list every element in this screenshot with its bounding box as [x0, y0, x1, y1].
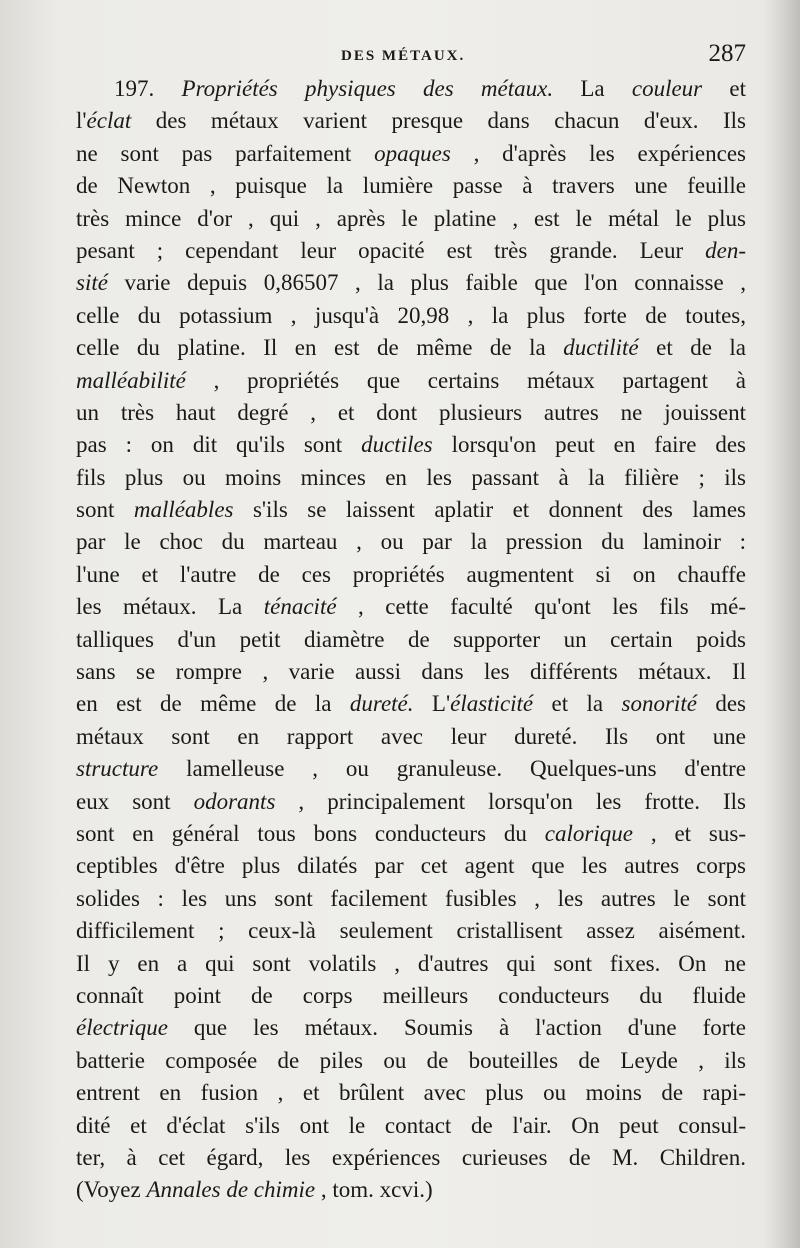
italic-term: malléabilité	[76, 367, 186, 393]
paragraph-197	[76, 73, 746, 1207]
text-run: un très haut degré , et dont plusieurs autres ne jouissent	[76, 399, 746, 425]
text-line	[76, 883, 746, 915]
text-line	[76, 267, 746, 299]
text-line	[76, 332, 746, 364]
text-run: solides : les uns sont facilement fusibles , les autres le sont	[76, 885, 746, 911]
italic-term: calorique	[544, 820, 633, 846]
text-line	[76, 1077, 746, 1109]
italic-term: couleur	[631, 76, 703, 101]
text-run: et	[702, 76, 747, 101]
text-line	[76, 850, 746, 882]
text-run: , d'après les expériences	[450, 140, 747, 166]
text-line	[76, 73, 746, 105]
italic-term: élasticité	[450, 691, 534, 717]
text-run: s'ils se laissent aplatir et donnent des lames	[233, 497, 747, 523]
text-run: sans se rompre , varie aussi dans les différents métaux. Il	[76, 659, 746, 685]
text-run: sont	[76, 497, 134, 523]
italic-term: électrique	[76, 1015, 168, 1041]
text-line	[76, 818, 746, 850]
text-run: ne sont pas parfaitement	[76, 140, 375, 166]
text-line	[76, 591, 746, 623]
text-line	[76, 203, 746, 235]
italic-term: dureté.	[349, 691, 414, 717]
text-run: , propriétés que certains métaux partagent à	[185, 367, 746, 393]
text-run: par le choc du marteau , ou par la pression du laminoir :	[76, 529, 746, 555]
text-run: pesant ; cependant leur opacité est très grande. Leur	[76, 237, 706, 263]
text-line	[76, 170, 746, 202]
text-run: métaux sont en rapport avec leur dureté. Ils ont une	[76, 723, 746, 749]
text-line	[76, 1110, 746, 1142]
text-line	[76, 526, 746, 558]
italic-term: éclat	[86, 108, 132, 134]
text-run: celle du platine. Il en est de même de la	[76, 335, 564, 361]
text-run: batterie composée de piles ou de bouteilles de Leyde , ils	[76, 1047, 746, 1073]
page-number: 287	[708, 40, 746, 67]
text-line	[76, 656, 746, 688]
text-line	[76, 397, 746, 429]
text-run: talliques d'un petit diamètre de supporter un certain poids	[76, 626, 746, 652]
text-run: entrent en fusion , et brûlent avec plus ou moins de rapi-	[76, 1080, 746, 1106]
text-line	[76, 429, 746, 461]
text-run: connaît point de corps meilleurs conducteurs du fluide	[76, 982, 746, 1008]
italic-term: den-	[705, 237, 746, 263]
text-run: des métaux varient presque dans chacun d'eux. Ils	[131, 108, 746, 134]
text-run: en est de même de la	[76, 691, 350, 717]
text-run: l'	[76, 108, 87, 134]
text-line	[76, 1012, 746, 1044]
text-run: , et sus-	[632, 820, 746, 846]
text-run: que les métaux. Soumis à l'action d'une forte	[167, 1015, 746, 1041]
text-run: dité et d'éclat s'ils ont le contact de l'air. On peut consul-	[76, 1112, 746, 1138]
text-line	[76, 624, 746, 656]
text-line	[76, 948, 746, 980]
text-line	[76, 105, 746, 137]
text-line	[76, 753, 746, 785]
text-line	[76, 1045, 746, 1077]
text-run: de Newton , puisque la lumière passe à travers une feuille	[76, 173, 746, 199]
text-line	[76, 786, 746, 818]
italic-term: ductiles	[361, 432, 433, 458]
text-line	[76, 494, 746, 526]
text-run: ceptibles d'être plus dilatés par cet agent que les autres corps	[76, 853, 746, 879]
text-run: sont en général tous bons conducteurs du	[76, 820, 545, 846]
text-line	[76, 980, 746, 1012]
text-run: Il y en a qui sont volatils , d'autres qui sont fixes. On ne	[76, 950, 746, 976]
text-run: l'une et l'autre de ces propriétés augmentent si on chauffe	[76, 561, 746, 587]
text-run: ter, à cet égard, les expériences curieuses de M. Children.	[76, 1144, 746, 1170]
text-line	[76, 138, 746, 170]
italic-term: sité	[76, 270, 108, 296]
text-line	[76, 1142, 746, 1174]
italic-term: ténacité	[263, 594, 337, 620]
italic-term: sonorité	[621, 691, 697, 717]
text-run: difficilement ; ceux-là seulement cristallisent assez aisément.	[76, 918, 746, 944]
text-run: , tom. xcvi.)	[315, 1177, 433, 1203]
italic-term: Propriétés physiques des métaux.	[181, 76, 554, 101]
text-run: très mince d'or , qui , après le platine , est le métal le plus	[76, 205, 746, 231]
text-run: varie depuis 0,86507 , la plus faible que l'on connaisse ,	[107, 270, 746, 296]
text-run: celle du potassium , jusqu'à 20,98 , la plus forte de toutes,	[76, 302, 746, 328]
text-line	[76, 365, 746, 397]
italic-term: ductilité	[563, 335, 639, 361]
text-run: La	[553, 76, 632, 101]
gutter-shadow	[766, 0, 800, 1248]
text-line	[76, 915, 746, 947]
italic-term: odorants	[193, 788, 276, 814]
text-run: L'	[413, 691, 451, 717]
italic-term: opaques	[374, 140, 451, 166]
page-header	[76, 38, 746, 72]
text-run: , cette faculté qu'ont les fils mé-	[336, 594, 746, 620]
text-run: pas : on dit qu'ils sont	[76, 432, 362, 458]
italic-term: malléables	[133, 497, 234, 523]
text-run: des	[696, 691, 746, 717]
text-line	[76, 559, 746, 591]
text-run: fils plus ou moins minces en les passant à la filière ; ils	[76, 464, 746, 490]
italic-term: Annales de chimie	[146, 1177, 316, 1203]
text-line	[76, 300, 746, 332]
italic-term: structure	[76, 756, 159, 782]
text-run: et la	[533, 691, 622, 717]
text-run: les métaux. La	[76, 594, 264, 620]
text-line	[76, 688, 746, 720]
text-line	[76, 235, 746, 267]
text-run: , principalement lorsqu'on les frotte. Ils	[275, 788, 746, 814]
text-run: lamelleuse , ou granuleuse. Quelques-uns d'entre	[158, 756, 746, 782]
paragraph-number: 197.	[114, 76, 182, 101]
text-line	[76, 1174, 746, 1206]
text-run: lorsqu'on peut en faire des	[432, 432, 746, 458]
text-run: eux sont	[76, 788, 194, 814]
text-run: et de la	[638, 335, 747, 361]
text-run: (Voyez	[76, 1177, 147, 1203]
text-line	[76, 721, 746, 753]
text-line	[76, 462, 746, 494]
running-head: DES MÉTAUX.	[341, 48, 466, 64]
